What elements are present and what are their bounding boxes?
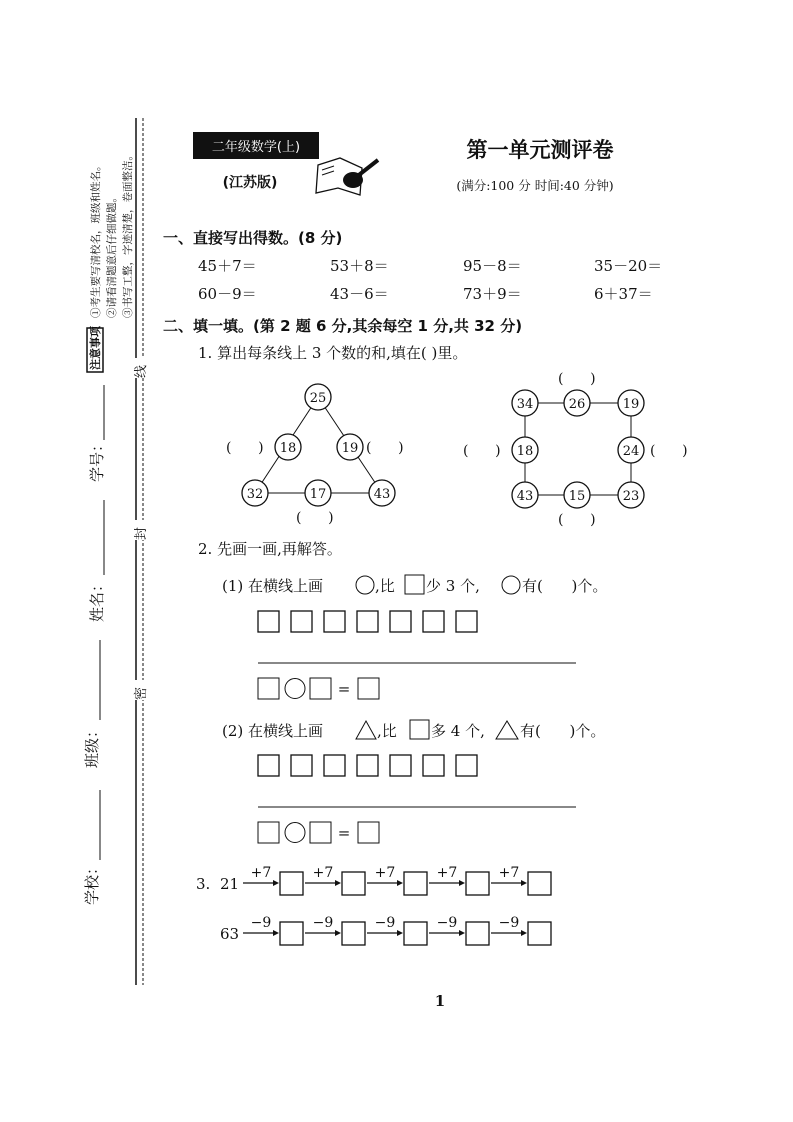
answer-box[interactable] [404, 922, 427, 945]
section-1-heading: 一、直接写出得数。(8 分) [163, 229, 343, 247]
page-title: 第一单元测评卷 [466, 137, 614, 162]
arrow-head-icon [397, 880, 403, 886]
section-2 [163, 317, 688, 945]
square-shape [357, 755, 378, 776]
equation: 6＋37＝ [594, 285, 653, 303]
square-shape [357, 611, 378, 632]
equals-sign: = [337, 680, 351, 698]
number-node-label: 17 [309, 487, 327, 502]
page-number: 1 [434, 992, 446, 1010]
operation-label: −9 [374, 915, 396, 931]
notice-title: 注意事项 [89, 326, 102, 370]
number-node-label: 25 [309, 391, 327, 406]
equation: 95－8＝ [463, 257, 522, 275]
operation-label: +7 [250, 865, 272, 881]
square-shape [456, 755, 477, 776]
operation-label: −9 [312, 915, 334, 931]
answer-box[interactable] [404, 872, 427, 895]
operation-label: +7 [498, 865, 520, 881]
square-icon [410, 720, 429, 739]
arrow-head-icon [459, 930, 465, 936]
section-2-heading: 二、填一填。(第 2 题 6 分,其余每空 1 分,共 32 分) [163, 317, 523, 335]
answer-box[interactable] [528, 922, 551, 945]
edition-label: (江苏版) [222, 175, 278, 191]
q2-part1-tail: 有( )个。 [522, 577, 608, 595]
arrow-head-icon [273, 930, 279, 936]
square-shape [258, 755, 279, 776]
square-shape [291, 755, 312, 776]
notice-3: ③书写工整，字迹清楚，卷面整洁。 [122, 150, 134, 318]
answer-box[interactable] [358, 822, 379, 843]
seal-mark-mi: 密 [134, 686, 149, 700]
number-node-label: 19 [341, 441, 359, 456]
header [193, 132, 614, 195]
square-diagram [512, 390, 644, 508]
circle-icon [502, 576, 520, 594]
square-shape [258, 611, 279, 632]
q1-prompt: 1. 算出每条线上 3 个数的和,填在( )里。 [198, 344, 468, 362]
circle-icon [356, 576, 374, 594]
operator-circle[interactable] [285, 679, 305, 699]
operation-label: +7 [312, 865, 334, 881]
answer-box[interactable] [466, 922, 489, 945]
answer-box[interactable] [280, 922, 303, 945]
q2-prompt: 2. 先画一画,再解答。 [198, 540, 342, 558]
answer-box[interactable] [342, 922, 365, 945]
answer-box[interactable] [358, 678, 379, 699]
square-right-blank[interactable]: ( ) [650, 443, 688, 459]
equation: 60－9＝ [198, 285, 257, 303]
book-pen-icon [316, 158, 378, 195]
answer-box[interactable] [466, 872, 489, 895]
arrow-head-icon [521, 880, 527, 886]
equation: 53＋8＝ [330, 257, 389, 275]
q2-part1-text: (1) 在横线上画 [222, 577, 324, 595]
q2-part1-mid: ,比 [375, 577, 395, 595]
triangle-bottom-blank[interactable]: ( ) [296, 510, 334, 526]
number-node-label: 15 [568, 489, 586, 504]
q3-row1-start: 21 [220, 875, 240, 893]
equation: 35－20＝ [594, 257, 663, 275]
square-shape [324, 755, 345, 776]
class-label: 班级： [83, 722, 101, 768]
square-shape [291, 611, 312, 632]
square-top-blank[interactable]: ( ) [558, 371, 596, 387]
square-shape [456, 611, 477, 632]
operation-label: −9 [498, 915, 520, 931]
seal-mark-feng: 封 [134, 526, 149, 540]
sidebar [83, 118, 149, 985]
section-1 [163, 229, 662, 303]
notice-1: ①考生要写清校名，班级和姓名。 [90, 160, 102, 318]
triangle-icon [356, 721, 376, 739]
answer-box[interactable] [310, 822, 331, 843]
notice-2: ②请看清题意后仔细做题。 [106, 192, 118, 318]
arrow-head-icon [335, 880, 341, 886]
square-shape [324, 611, 345, 632]
square-bottom-blank[interactable]: ( ) [558, 512, 596, 528]
arrow-head-icon [521, 930, 527, 936]
seal-mark-xian: 线 [134, 364, 149, 378]
arrow-head-icon [397, 930, 403, 936]
equals-sign: = [337, 824, 351, 842]
operation-label: −9 [250, 915, 272, 931]
q2-part2-end: 多 4 个, [431, 722, 485, 740]
school-label: 学校： [83, 859, 101, 905]
equation: 45＋7＝ [198, 257, 257, 275]
number-node-label: 26 [568, 397, 586, 412]
number-node-label: 24 [622, 444, 640, 459]
square-shape [423, 611, 444, 632]
q3 [196, 865, 551, 945]
number-node-label: 18 [279, 441, 297, 456]
arrow-head-icon [273, 880, 279, 886]
operation-label: +7 [436, 865, 458, 881]
number-node-label: 34 [516, 397, 534, 412]
square-left-blank[interactable]: ( ) [463, 443, 501, 459]
name-label: 姓名： [88, 576, 106, 622]
number-node-label: 18 [516, 444, 534, 459]
q3-label: 3. [196, 875, 211, 893]
number-node-label: 43 [516, 489, 534, 504]
square-shape [423, 755, 444, 776]
answer-box[interactable] [310, 678, 331, 699]
answer-box[interactable] [280, 872, 303, 895]
arrow-head-icon [459, 880, 465, 886]
square-shape [390, 755, 411, 776]
square-icon [405, 575, 424, 594]
number-node-label: 23 [622, 489, 640, 504]
q3-row2-start: 63 [220, 925, 240, 943]
q2-part-1 [222, 575, 607, 699]
answer-box[interactable] [258, 822, 279, 843]
triangle-right-blank[interactable]: ( ) [366, 440, 404, 456]
number-node-label: 43 [373, 487, 391, 502]
q2-part1-end: 少 3 个, [426, 577, 480, 595]
operator-circle[interactable] [285, 823, 305, 843]
triangle-icon [496, 721, 518, 739]
square-shape [390, 611, 411, 632]
equation: 73＋9＝ [463, 285, 522, 303]
answer-box[interactable] [342, 872, 365, 895]
arrow-head-icon [335, 930, 341, 936]
number-node-label: 19 [622, 397, 640, 412]
q2-part-2 [222, 720, 605, 843]
operation-label: +7 [374, 865, 396, 881]
operation-label: −9 [436, 915, 458, 931]
page-subtitle: (满分:100 分 时间:40 分钟) [456, 178, 614, 193]
q2-part2-text: (2) 在横线上画 [222, 722, 324, 740]
number-node-label: 32 [246, 487, 264, 502]
q2-part2-mid: ,比 [377, 722, 397, 740]
equation: 43－6＝ [330, 285, 389, 303]
triangle-left-blank[interactable]: ( ) [226, 440, 264, 456]
grade-badge: 二年级数学(上) [211, 140, 301, 155]
answer-box[interactable] [258, 678, 279, 699]
q2-part2-tail: 有( )个。 [520, 722, 606, 740]
student-id-label: 学号： [88, 436, 106, 482]
answer-box[interactable] [528, 872, 551, 895]
